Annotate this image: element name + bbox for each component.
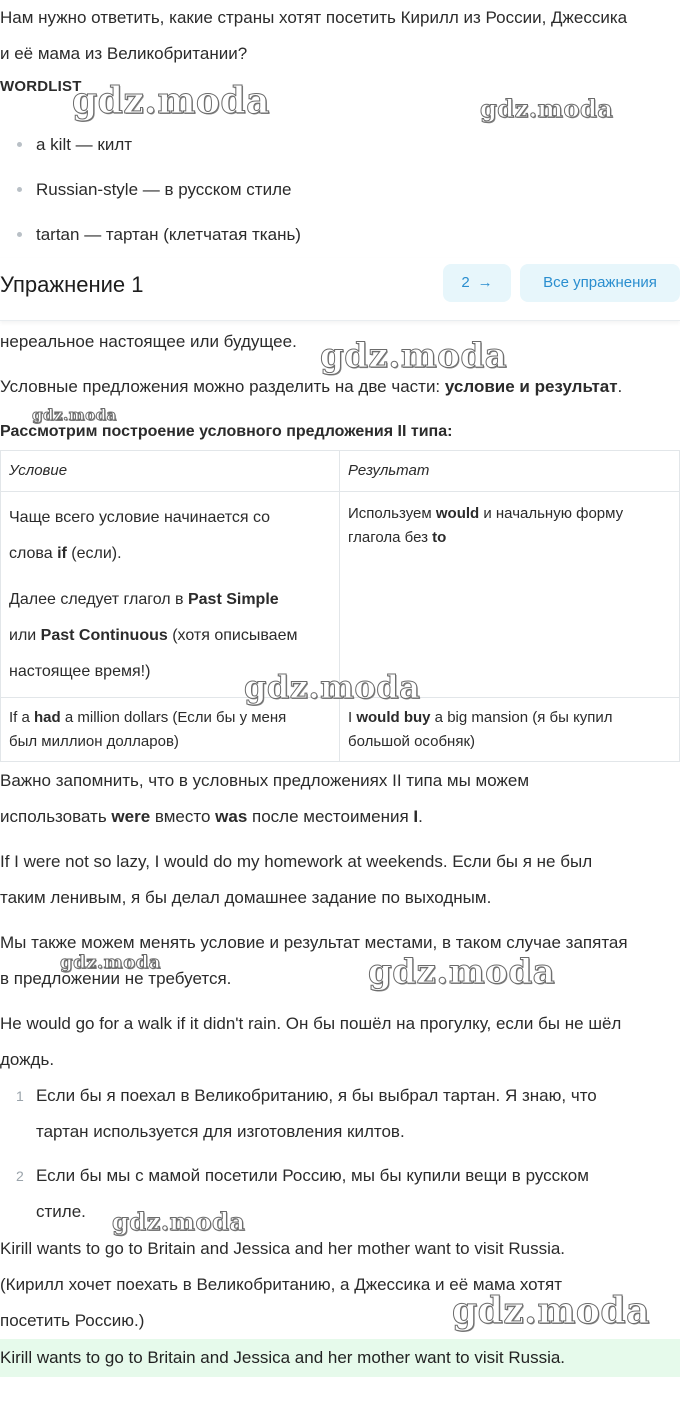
table-cell-condition-rule: Чаще всего условие начинается со слова if (если). Далее следует глагол в Past Simple или Past Continuous (хотя описываем настоящее время!) bbox=[1, 492, 340, 698]
all-exercises-button[interactable]: Все упражнения bbox=[520, 264, 680, 302]
wordlist-item: Russian-style — в русском стиле bbox=[0, 167, 680, 212]
list-item: 1 Если бы я поехал в Великобританию, я бы выбрал тартан. Я знаю, что тартан используется для изготовления килтов. bbox=[0, 1078, 680, 1150]
next-exercise-button[interactable] bbox=[443, 264, 511, 302]
watermark-logo: gdz.moda bbox=[480, 94, 614, 123]
type2-heading: Рассмотрим построение условного предложения II типа: bbox=[0, 423, 453, 440]
example-1-line-1: If I were not so lazy, I would do my homework at weekends. Если бы я не был bbox=[0, 852, 593, 871]
example-1-line-2: таким ленивым, я бы делал домашнее задание по выходным. bbox=[0, 888, 492, 907]
exercise-header bbox=[0, 258, 680, 321]
watermark-logo: gdz.moda bbox=[32, 406, 117, 424]
step-number: 1 bbox=[16, 1088, 24, 1104]
reasoning-steps bbox=[0, 1078, 680, 1238]
arrow-right-icon: → bbox=[477, 274, 493, 291]
watermark-logo: gdz.moda bbox=[244, 668, 421, 706]
answer-highlight: Kirill wants to go to Britain and Jessica and her mother want to visit Russia. bbox=[0, 1339, 680, 1377]
exercise-title: Упражнение 1 bbox=[0, 272, 144, 297]
theory-split-line: Условные предложения можно разделить на две части: условие и результат. bbox=[0, 377, 623, 396]
example-2-line-1: He would go for a walk if it didn't rain. Он бы пошёл на прогулку, если бы не шёл bbox=[0, 1014, 622, 1033]
swap-rule-line-2: в предложении не требуется. bbox=[0, 969, 232, 988]
conditional-type2-table bbox=[0, 450, 680, 762]
theory-unreal-line: нереальное настоящее или будущее. bbox=[0, 332, 297, 351]
watermark-logo: gdz.moda bbox=[112, 1207, 246, 1236]
swap-rule-line-1: Мы также можем менять условие и результат местами, в таком случае запятая bbox=[0, 933, 628, 952]
table-header-result: Результат bbox=[340, 451, 680, 492]
next-exercise-label: 2 bbox=[461, 274, 470, 291]
conclusion-line-2: (Кирилл хочет поехать в Великобританию, а Джессика и её мама хотят bbox=[0, 1275, 563, 1294]
example-2-line-2: дождь. bbox=[0, 1050, 55, 1069]
wordlist-item: tartan — тартан (клетчатая ткань) bbox=[0, 212, 680, 257]
wordlist bbox=[0, 122, 680, 257]
watermark-logo: gdz.moda bbox=[72, 80, 270, 122]
were-rule-line-2: использовать were вместо was после местоимения I. bbox=[0, 807, 423, 826]
conclusion-line-3: посетить Россию.) bbox=[0, 1311, 145, 1330]
table-cell-result-rule: Используем would и начальную форму глагола без to bbox=[340, 492, 680, 698]
list-item: 2 Если бы мы с мамой посетили Россию, мы бы купили вещи в русском стиле. bbox=[0, 1158, 680, 1230]
wordlist-title: WORDLIST bbox=[0, 78, 82, 95]
watermark-logo: gdz.moda bbox=[368, 952, 556, 992]
table-header-condition: Условие bbox=[1, 451, 340, 492]
watermark-logo: gdz.moda bbox=[452, 1290, 650, 1332]
conclusion-line-1: Kirill wants to go to Britain and Jessica and her mother want to visit Russia. bbox=[0, 1239, 566, 1258]
wordlist-item: a kilt — килт bbox=[0, 122, 680, 167]
table-cell-result-example: I would buy a big mansion (я бы купил большой особняк) bbox=[340, 698, 680, 762]
intro-question-line-1: Нам нужно ответить, какие страны хотят посетить Кирилл из России, Джессика bbox=[0, 8, 628, 27]
were-rule-line-1: Важно запомнить, что в условных предложениях II типа мы можем bbox=[0, 771, 530, 790]
watermark-logo: gdz.moda bbox=[60, 952, 161, 973]
table-cell-condition-example: If a had a million dollars (Если бы у меня был миллион долларов) bbox=[1, 698, 340, 762]
intro-question-line-2: и её мама из Великобритании? bbox=[0, 44, 248, 63]
watermark-logo: gdz.moda bbox=[320, 336, 508, 376]
step-number: 2 bbox=[16, 1168, 24, 1184]
